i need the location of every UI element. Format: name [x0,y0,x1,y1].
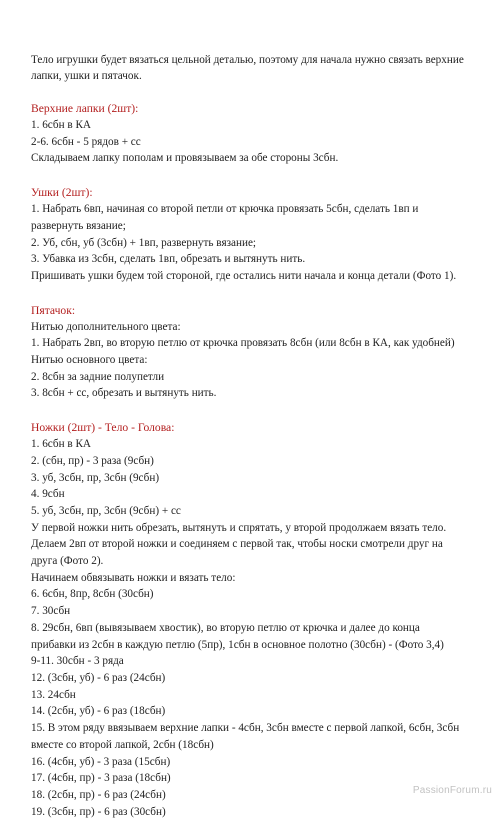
section-snout [31,302,491,403]
instruction-line: 13. 24сбн [31,688,76,701]
intro-line: лапки, ушки и пятачок. [31,70,142,82]
intro-line: Тело игрушки будет вязаться цельной деталью, поэтому для начала нужно связать верхние [31,54,464,66]
instruction-line: 14. (2сбн, уб) - 6 раз (18сбн) [31,705,166,718]
section-ears [31,184,491,285]
section-heading: Пятачок: [31,303,76,317]
instruction-line: 8. 29сбн, 6вп (вывязываем хвостик), во вторую петлю от крючка и далее до конца [31,621,420,634]
section-heading: Верхние лапки (2шт): [31,102,139,115]
instruction-line: 1. Набрать 2вп, во вторую петлю от крючка провязать 8сбн (или 8сбн в КА, как удобней) [31,337,455,350]
instruction-line: 3. 8сбн + сс, обрезать и вытянуть нить. [31,387,217,400]
section-upper-paws [31,100,491,167]
instruction-line: 18. (2сбн, пр) - 6 раз (24сбн) [31,788,166,801]
instruction-line: Складываем лапку пополам и провязываем за обе стороны 3сбн. [31,152,339,165]
instruction-line: 1. Набрать 6вп, начиная со второй петли от крючка провязать 5сбн, сделать 1вп и [31,203,419,216]
instruction-line: 4. 9сбн [31,488,65,501]
instruction-line: 3. уб, 3сбн, пр, 3сбн (9сбн) [31,471,160,484]
section-heading: Ушки (2шт): [31,186,93,200]
instruction-line: Нитью основного цвета: [31,354,148,367]
instruction-line: У первой ножки нить обрезать, вытянуть и спрятать, у второй продолжаем вязать тело. [31,521,447,534]
instruction-line: Начинаем обвязывать ножки и вязать тело: [31,571,236,584]
instruction-line: 2. (сбн, пр) - 3 раза (9сбн) [31,454,154,467]
instruction-line: 17. (4сбн, пр) - 3 раза (18сбн) [31,772,171,785]
instruction-line: 2. 8сбн за задние полупетли [31,370,165,383]
document-content [31,52,491,820]
instruction-line: 16. (4сбн, уб) - 3 раза (15сбн) [31,755,171,768]
instruction-line: 15. В этом ряду ввязываем верхние лапки - 4сбн, 3сбн вместе с первой лапкой, 6сбн, 3сбн [31,722,460,735]
instruction-line: 2-6. 6сбн - 5 рядов + сс [31,135,141,148]
instruction-line: 12. (3сбн, уб) - 6 раз (24сбн) [31,671,166,684]
instruction-line: 19. (3сбн, пр) - 6 раз (30сбн) [31,805,166,818]
instruction-line: 5. уб, 3сбн, пр, 3сбн (9сбн) + сс [31,504,181,517]
watermark-text: PassionForum.ru [412,785,492,796]
instruction-line: 1. 6сбн в КА [31,119,91,131]
instruction-line: 6. 6сбн, 8пр, 8сбн (30сбн) [31,588,154,601]
instruction-line: Делаем 2вп от второй ножки и соединяем с первой так, чтобы носки смотрели друг на [31,538,443,551]
instruction-line: друга (Фото 2). [31,555,104,568]
section-legs-body-head [31,419,491,820]
instruction-line: прибавки из 2сбн в каждую петлю (5пр), 1сбн в основное полотно (30сбн) - (Фото 3,4) [31,638,444,651]
instruction-line: вместе со второй лапкой, 2сбн (18сбн) [31,738,214,751]
intro-paragraph [31,52,491,84]
instruction-line: 2. Уб, сбн, уб (3сбн) + 1вп, развернуть вязание; [31,236,257,249]
section-heading: Ножки (2шт) - Тело - Голова: [31,421,175,435]
instruction-line: 7. 30сбн [31,605,71,618]
instruction-line: Пришивать ушки будем той стороной, где остались нити начала и конца детали (Фото 1). [31,269,457,282]
instruction-line: 1. 6сбн в КА [31,438,91,451]
instruction-line: развернуть вязание; [31,219,126,232]
instruction-line: Нитью дополнительного цвета: [31,320,181,333]
instruction-line: 9-11. 30сбн - 3 ряда [31,655,124,668]
instruction-line: 3. Убавка из 3сбн, сделать 1вп, обрезать и вытянуть нить. [31,253,306,266]
